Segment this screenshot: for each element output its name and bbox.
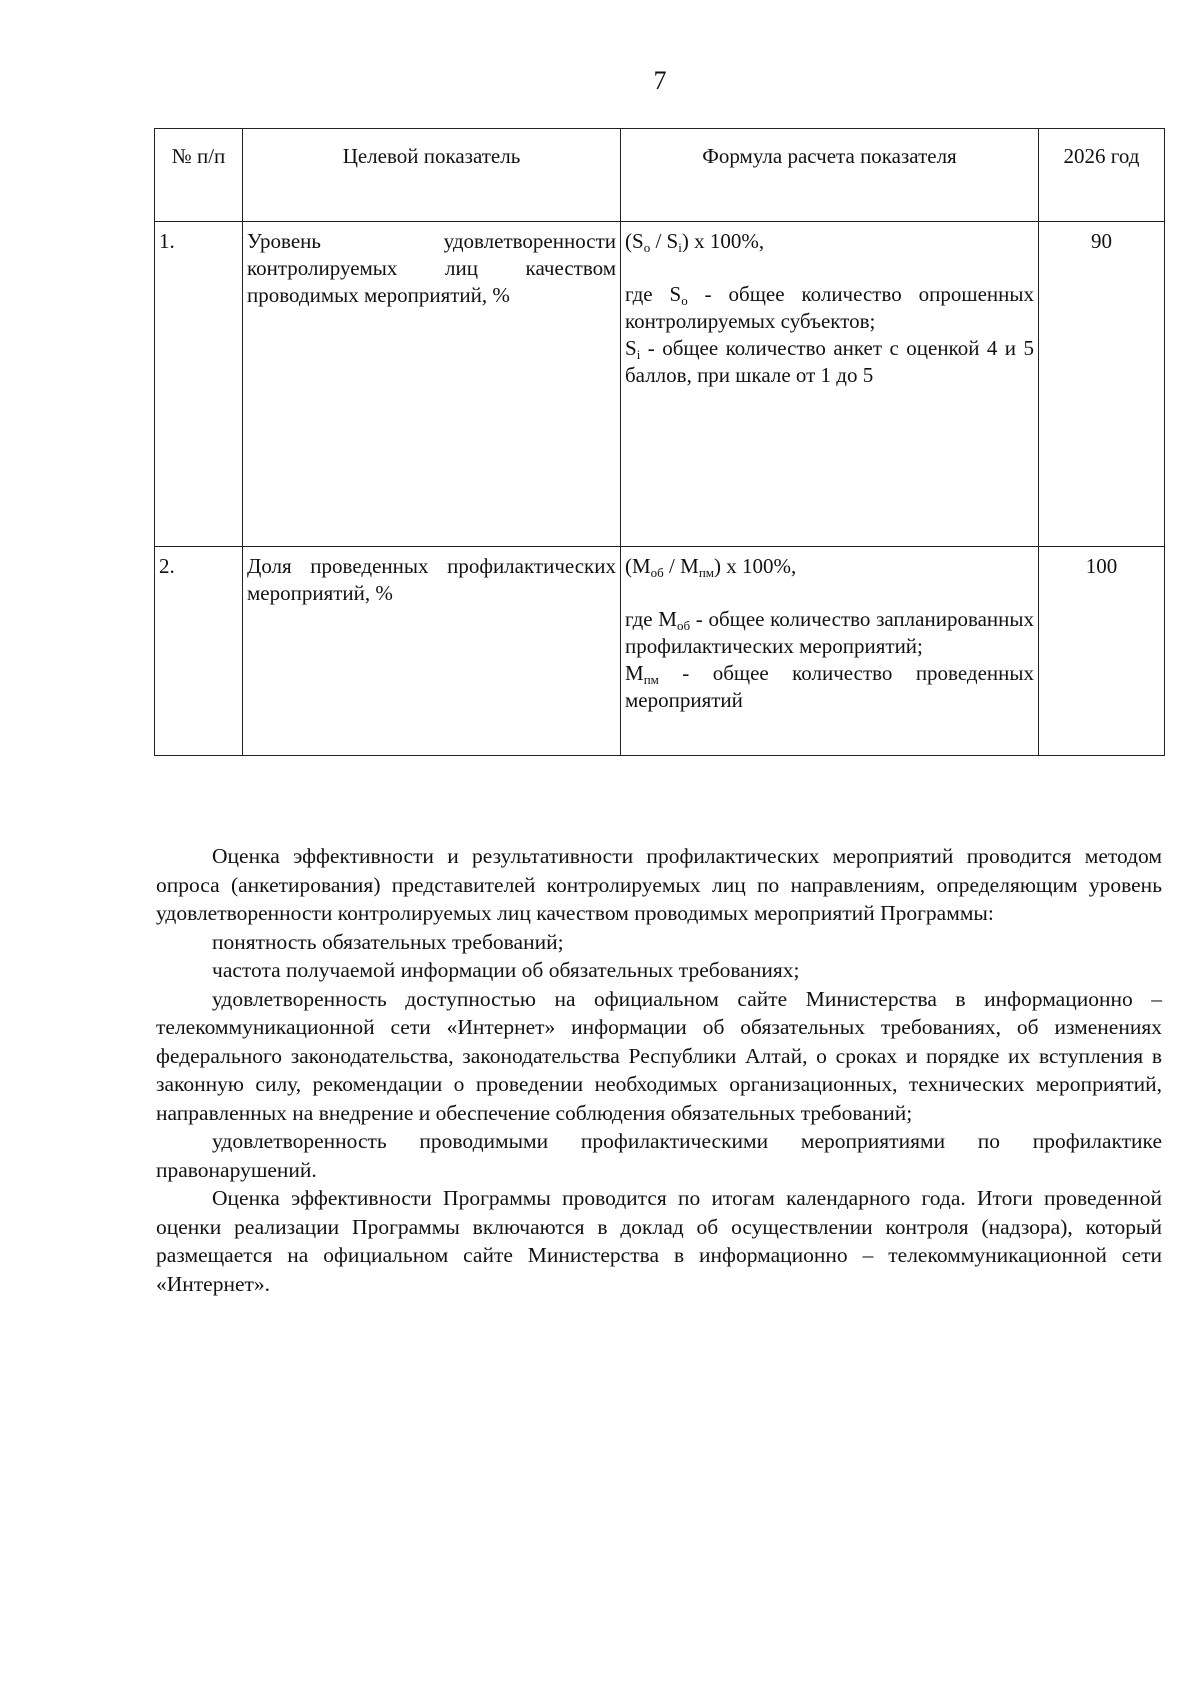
header-indicator: Целевой показатель bbox=[243, 129, 621, 222]
list-item: понятность обязательных требований; bbox=[212, 929, 564, 954]
formula-where-1: где $M_{об}$ - общее количество запланированных профилактических мероприятий; bbox=[625, 607, 1034, 658]
header-year: 2026 год bbox=[1039, 129, 1165, 222]
paragraph: Оценка эффективности и результативности профилактических мероприятий проводится методом опроса (анкетирования) представителей контролируемых лиц по направлениям, определяющим уровень удовлетворенности контролируемых лиц качеством проводимых мероприятий Программы: bbox=[156, 844, 1162, 925]
header-formula: Формула расчета показателя bbox=[621, 129, 1039, 222]
page-number: 7 bbox=[653, 66, 667, 95]
table-row bbox=[155, 547, 1165, 756]
table-row bbox=[155, 222, 1165, 547]
target-value: 90 bbox=[1039, 222, 1165, 547]
row-number: 2. bbox=[155, 547, 243, 756]
body-text bbox=[156, 842, 1162, 1298]
header-num: № п/п bbox=[155, 129, 243, 222]
formula-cell bbox=[621, 222, 1039, 547]
list-item: удовлетворенность проводимыми профилактическими мероприятиями по профилактике правонарушений. bbox=[156, 1129, 1162, 1182]
formula-where-2: $M_{пм}$ - общее количество проведенных мероприятий bbox=[625, 661, 1034, 712]
list-item: удовлетворенность доступностью на официальном сайте Министерства в информационно – телекоммуникационной сети «Интернет» информации об обязательных требованиях, об изменениях федерального законодательства, законодательства Республики Алтай, о сроках и порядке их вступления в законную силу, рекомендации о проведении необходимых организационных, технических мероприятий, направленных на внедрение и обеспечение соблюдения обязательных требований; bbox=[156, 986, 1162, 1125]
formula-where-1: где $S_o$ - общее количество опрошенных контролируемых субъектов; bbox=[625, 282, 1034, 333]
indicators-table bbox=[154, 128, 1165, 756]
formula-where-2: $S_i$ - общее количество анкет с оценкой 4 и 5 баллов, при шкале от 1 до 5 bbox=[625, 336, 1034, 387]
formula-cell bbox=[621, 547, 1039, 756]
table-header-row bbox=[155, 129, 1165, 222]
paragraph: Оценка эффективности Программы проводится по итогам календарного года. Итоги проведенной оценки реализации Программы включаются в доклад об осуществлении контроля (надзора), который размещается на официальном сайте Министерства в информационно – телекоммуникационной сети «Интернет». bbox=[156, 1186, 1162, 1296]
row-number: 1. bbox=[155, 222, 243, 547]
list-item: частота получаемой информации об обязательных требованиях; bbox=[212, 958, 800, 982]
indicator-name: Уровень удовлетворенности контролируемых лиц качеством проводимых мероприятий, % bbox=[243, 222, 621, 547]
formula: $(M_{об} / M_{пм})$ x 100%, bbox=[625, 554, 797, 580]
target-value: 100 bbox=[1039, 547, 1165, 756]
indicator-name: Доля проведенных профилактических мероприятий, % bbox=[243, 547, 621, 756]
formula: $(S_o / S_i)$ x 100%, bbox=[625, 229, 765, 255]
